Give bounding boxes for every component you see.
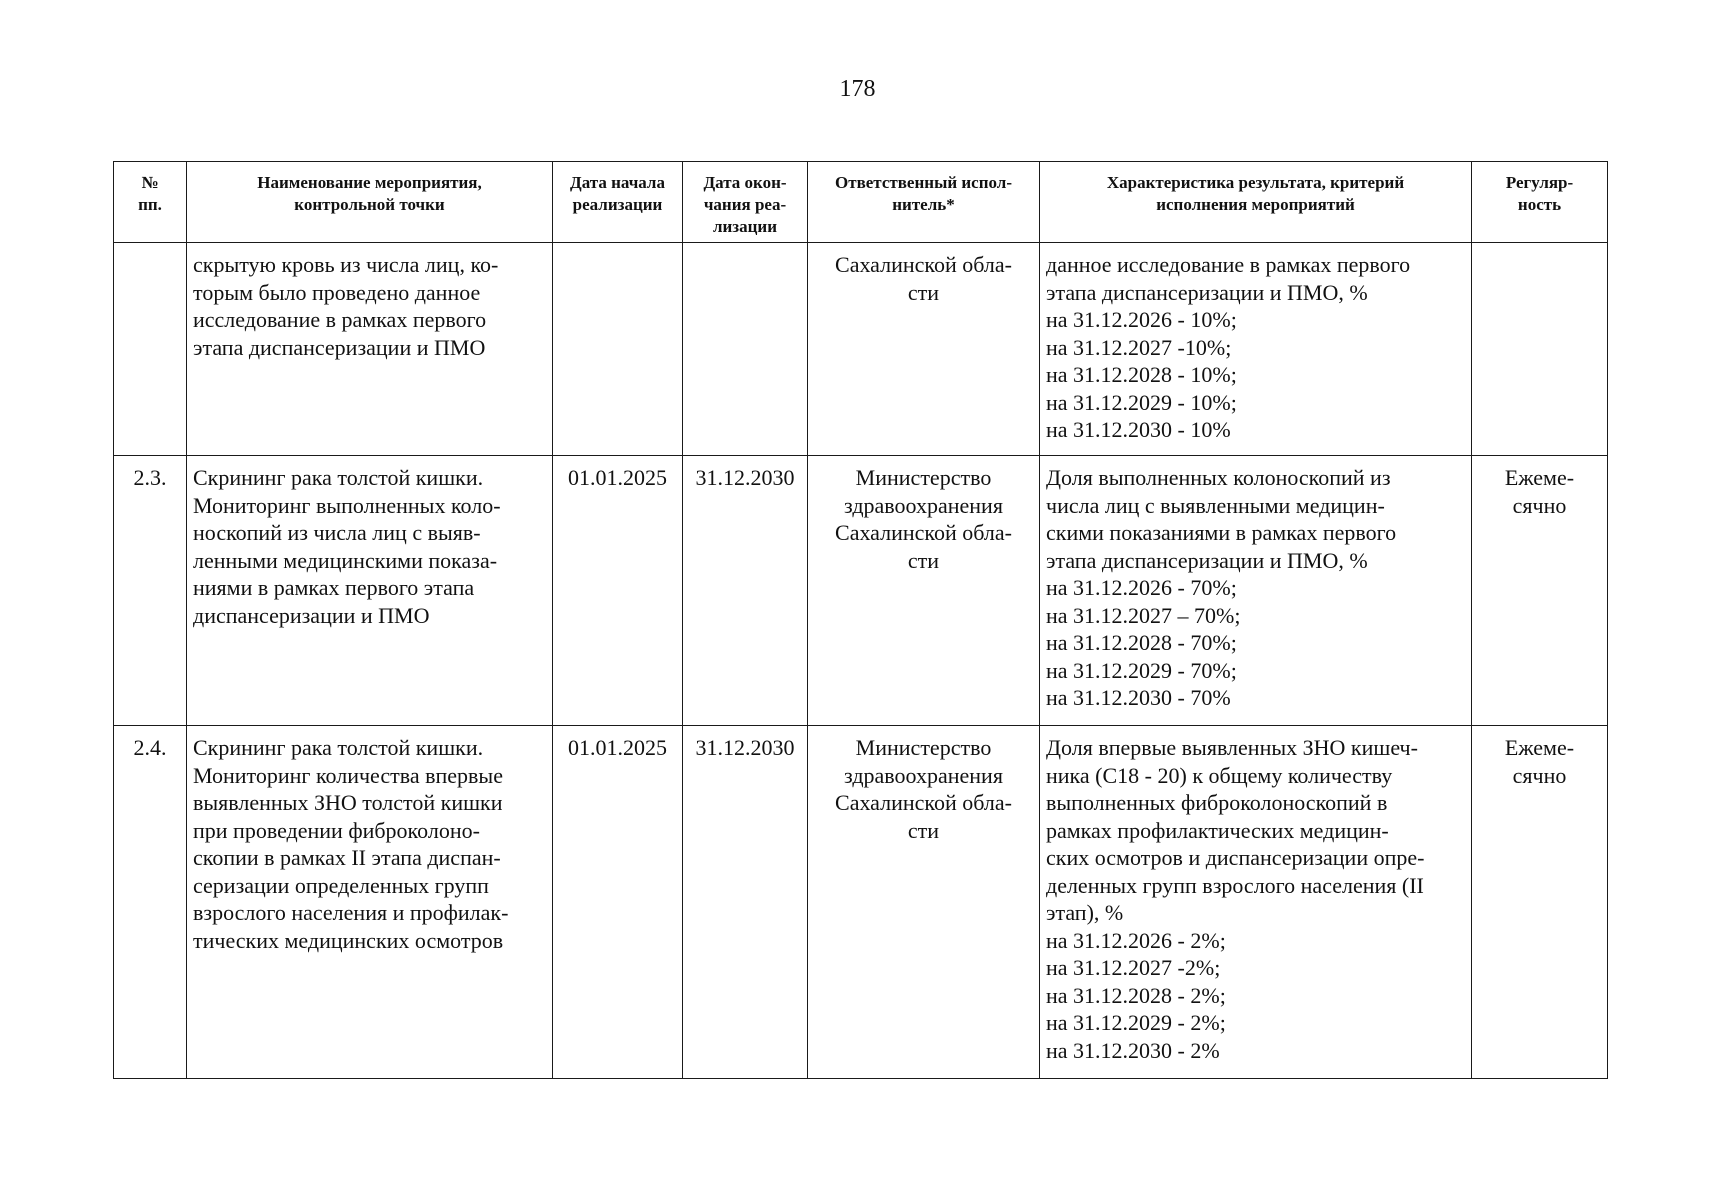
- text-line: этапа диспансеризации и ПМО, %: [1046, 279, 1368, 305]
- text-line: торым было проведено данное: [193, 279, 481, 305]
- text-line: сти: [907, 817, 940, 843]
- text-line: чания реа-: [703, 195, 787, 214]
- text-line: исследование в рамках первого: [193, 307, 487, 332]
- text-line: пп.: [138, 195, 162, 214]
- header-end-date: [683, 162, 808, 243]
- text-line: Дата начала: [570, 173, 665, 192]
- text-line: скрытую кровь из числа лиц, ко-: [193, 252, 499, 277]
- measure-name: [187, 726, 553, 1079]
- text-line: ленными медицинскими показа-: [193, 547, 498, 573]
- text-line: Регуляр-: [1505, 173, 1574, 192]
- text-line: ских осмотров и диспансеризации опре-: [1046, 845, 1425, 870]
- text-line: выполненных фиброколоноскопий в: [1046, 790, 1388, 815]
- text-line: №: [141, 173, 159, 192]
- regularity: [1472, 726, 1608, 1079]
- table-row: [114, 726, 1608, 1079]
- text-line: сти: [907, 279, 940, 305]
- start-date: 01.01.2025: [553, 456, 683, 726]
- text-line: тических медицинских осмотров: [193, 927, 504, 953]
- text-line: на 31.12.2027 -2%;: [1046, 955, 1221, 980]
- text-line: Министерство: [855, 735, 992, 760]
- start-date: 01.01.2025: [553, 726, 683, 1079]
- table-header-row: [114, 162, 1608, 243]
- text-line: Доля выполненных колоноскопий из: [1046, 465, 1391, 490]
- text-line: данное исследование в рамках первого: [1046, 252, 1411, 277]
- measure-name: [187, 456, 553, 726]
- text-line: Доля впервые выявленных ЗНО кишеч-: [1046, 735, 1418, 760]
- end-date: 31.12.2030: [683, 456, 808, 726]
- text-line: Ответственный испол-: [835, 173, 1012, 192]
- text-line: этапа диспансеризации и ПМО, %: [1046, 547, 1368, 573]
- text-line: здравоохранения: [844, 762, 1003, 788]
- text-line: на 31.12.2026 - 70%;: [1046, 575, 1237, 600]
- result-characteristic: [1040, 456, 1472, 726]
- text-line: Мониторинг количества впервые: [193, 762, 503, 788]
- row-number: [114, 243, 187, 456]
- text-line: деленных групп взрослого населения (II: [1046, 872, 1424, 898]
- text-line: на 31.12.2029 - 2%;: [1046, 1010, 1226, 1035]
- text-line: ность: [1517, 195, 1562, 214]
- text-line: носкопий из числа лиц с выяв-: [193, 520, 481, 545]
- responsible-executor: [808, 726, 1040, 1079]
- end-date: 31.12.2030: [683, 726, 808, 1079]
- measure-name: [187, 243, 553, 456]
- text-line: Сахалинской обла-: [835, 790, 1012, 815]
- text-line: лизации: [712, 217, 778, 236]
- text-line: Мониторинг выполненных коло-: [193, 492, 501, 518]
- text-line: на 31.12.2026 - 2%;: [1046, 927, 1226, 953]
- text-line: на 31.12.2027 -10%;: [1046, 334, 1232, 360]
- text-line: скопии в рамках II этапа диспан-: [193, 845, 501, 870]
- text-line: здравоохранения: [844, 492, 1003, 518]
- text-line: сячно: [1512, 762, 1567, 788]
- text-line: рамках профилактических медицин-: [1046, 817, 1389, 843]
- header-regularity: [1472, 162, 1608, 243]
- end-date: [683, 243, 808, 456]
- text-line: на 31.12.2028 - 10%;: [1046, 362, 1237, 387]
- result-characteristic: [1040, 726, 1472, 1079]
- text-line: этап), %: [1046, 900, 1124, 925]
- text-line: на 31.12.2029 - 10%;: [1046, 389, 1237, 415]
- text-line: Министерство: [855, 465, 992, 490]
- start-date: [553, 243, 683, 456]
- text-line: на 31.12.2029 - 70%;: [1046, 657, 1237, 683]
- text-line: на 31.12.2030 - 2%: [1046, 1037, 1220, 1063]
- text-line: Характеристика результата, критерий: [1106, 173, 1405, 192]
- text-line: Скрининг рака толстой кишки.: [193, 735, 484, 760]
- text-line: на 31.12.2026 - 10%;: [1046, 307, 1237, 332]
- text-line: Сахалинской обла-: [835, 520, 1012, 545]
- text-line: скими показаниями в рамках первого: [1046, 520, 1397, 545]
- header-responsible: [808, 162, 1040, 243]
- text-line: Скрининг рака толстой кишки.: [193, 465, 484, 490]
- regularity: [1472, 456, 1608, 726]
- text-line: сячно: [1512, 492, 1567, 518]
- header-result-characteristic: [1040, 162, 1472, 243]
- header-number: [114, 162, 187, 243]
- text-line: Ежеме-: [1504, 465, 1575, 490]
- text-line: Ежеме-: [1504, 735, 1575, 760]
- text-line: контрольной точки: [294, 195, 445, 214]
- text-line: на 31.12.2028 - 70%;: [1046, 630, 1237, 655]
- text-line: ниями в рамках первого этапа: [193, 575, 475, 600]
- row-number: 2.4.: [114, 726, 187, 1079]
- text-line: выявленных ЗНО толстой кишки: [193, 790, 503, 815]
- table-row: [114, 243, 1608, 456]
- text-line: на 31.12.2028 - 2%;: [1046, 982, 1226, 1008]
- page-number: 178: [839, 76, 876, 102]
- text-line: Наименование мероприятия,: [257, 173, 482, 192]
- text-line: взрослого населения и профилак-: [193, 900, 509, 925]
- text-line: числа лиц с выявленными медицин-: [1046, 492, 1385, 518]
- measures-table: [113, 161, 1608, 1079]
- text-line: диспансеризации и ПМО: [193, 602, 430, 628]
- text-line: серизации определенных групп: [193, 872, 489, 898]
- regularity: [1472, 243, 1608, 456]
- text-line: этапа диспансеризации и ПМО: [193, 334, 486, 360]
- text-line: при проведении фиброколоно-: [193, 817, 480, 843]
- responsible-executor: [808, 456, 1040, 726]
- text-line: сти: [907, 547, 940, 573]
- header-measure-name: [187, 162, 553, 243]
- text-line: ника (С18 - 20) к общему количеству: [1046, 762, 1393, 788]
- text-line: Дата окон-: [703, 173, 787, 192]
- text-line: исполнения мероприятий: [1156, 195, 1355, 214]
- responsible-executor: [808, 243, 1040, 456]
- row-number: 2.3.: [114, 456, 187, 726]
- table-row: [114, 456, 1608, 726]
- text-line: Сахалинской обла-: [835, 252, 1012, 277]
- header-start-date: [553, 162, 683, 243]
- text-line: реализации: [572, 195, 663, 214]
- text-line: на 31.12.2030 - 10%: [1046, 417, 1231, 442]
- text-line: на 31.12.2030 - 70%: [1046, 685, 1231, 710]
- text-line: на 31.12.2027 – 70%;: [1046, 602, 1241, 628]
- result-characteristic: [1040, 243, 1472, 456]
- text-line: нитель*: [892, 195, 955, 214]
